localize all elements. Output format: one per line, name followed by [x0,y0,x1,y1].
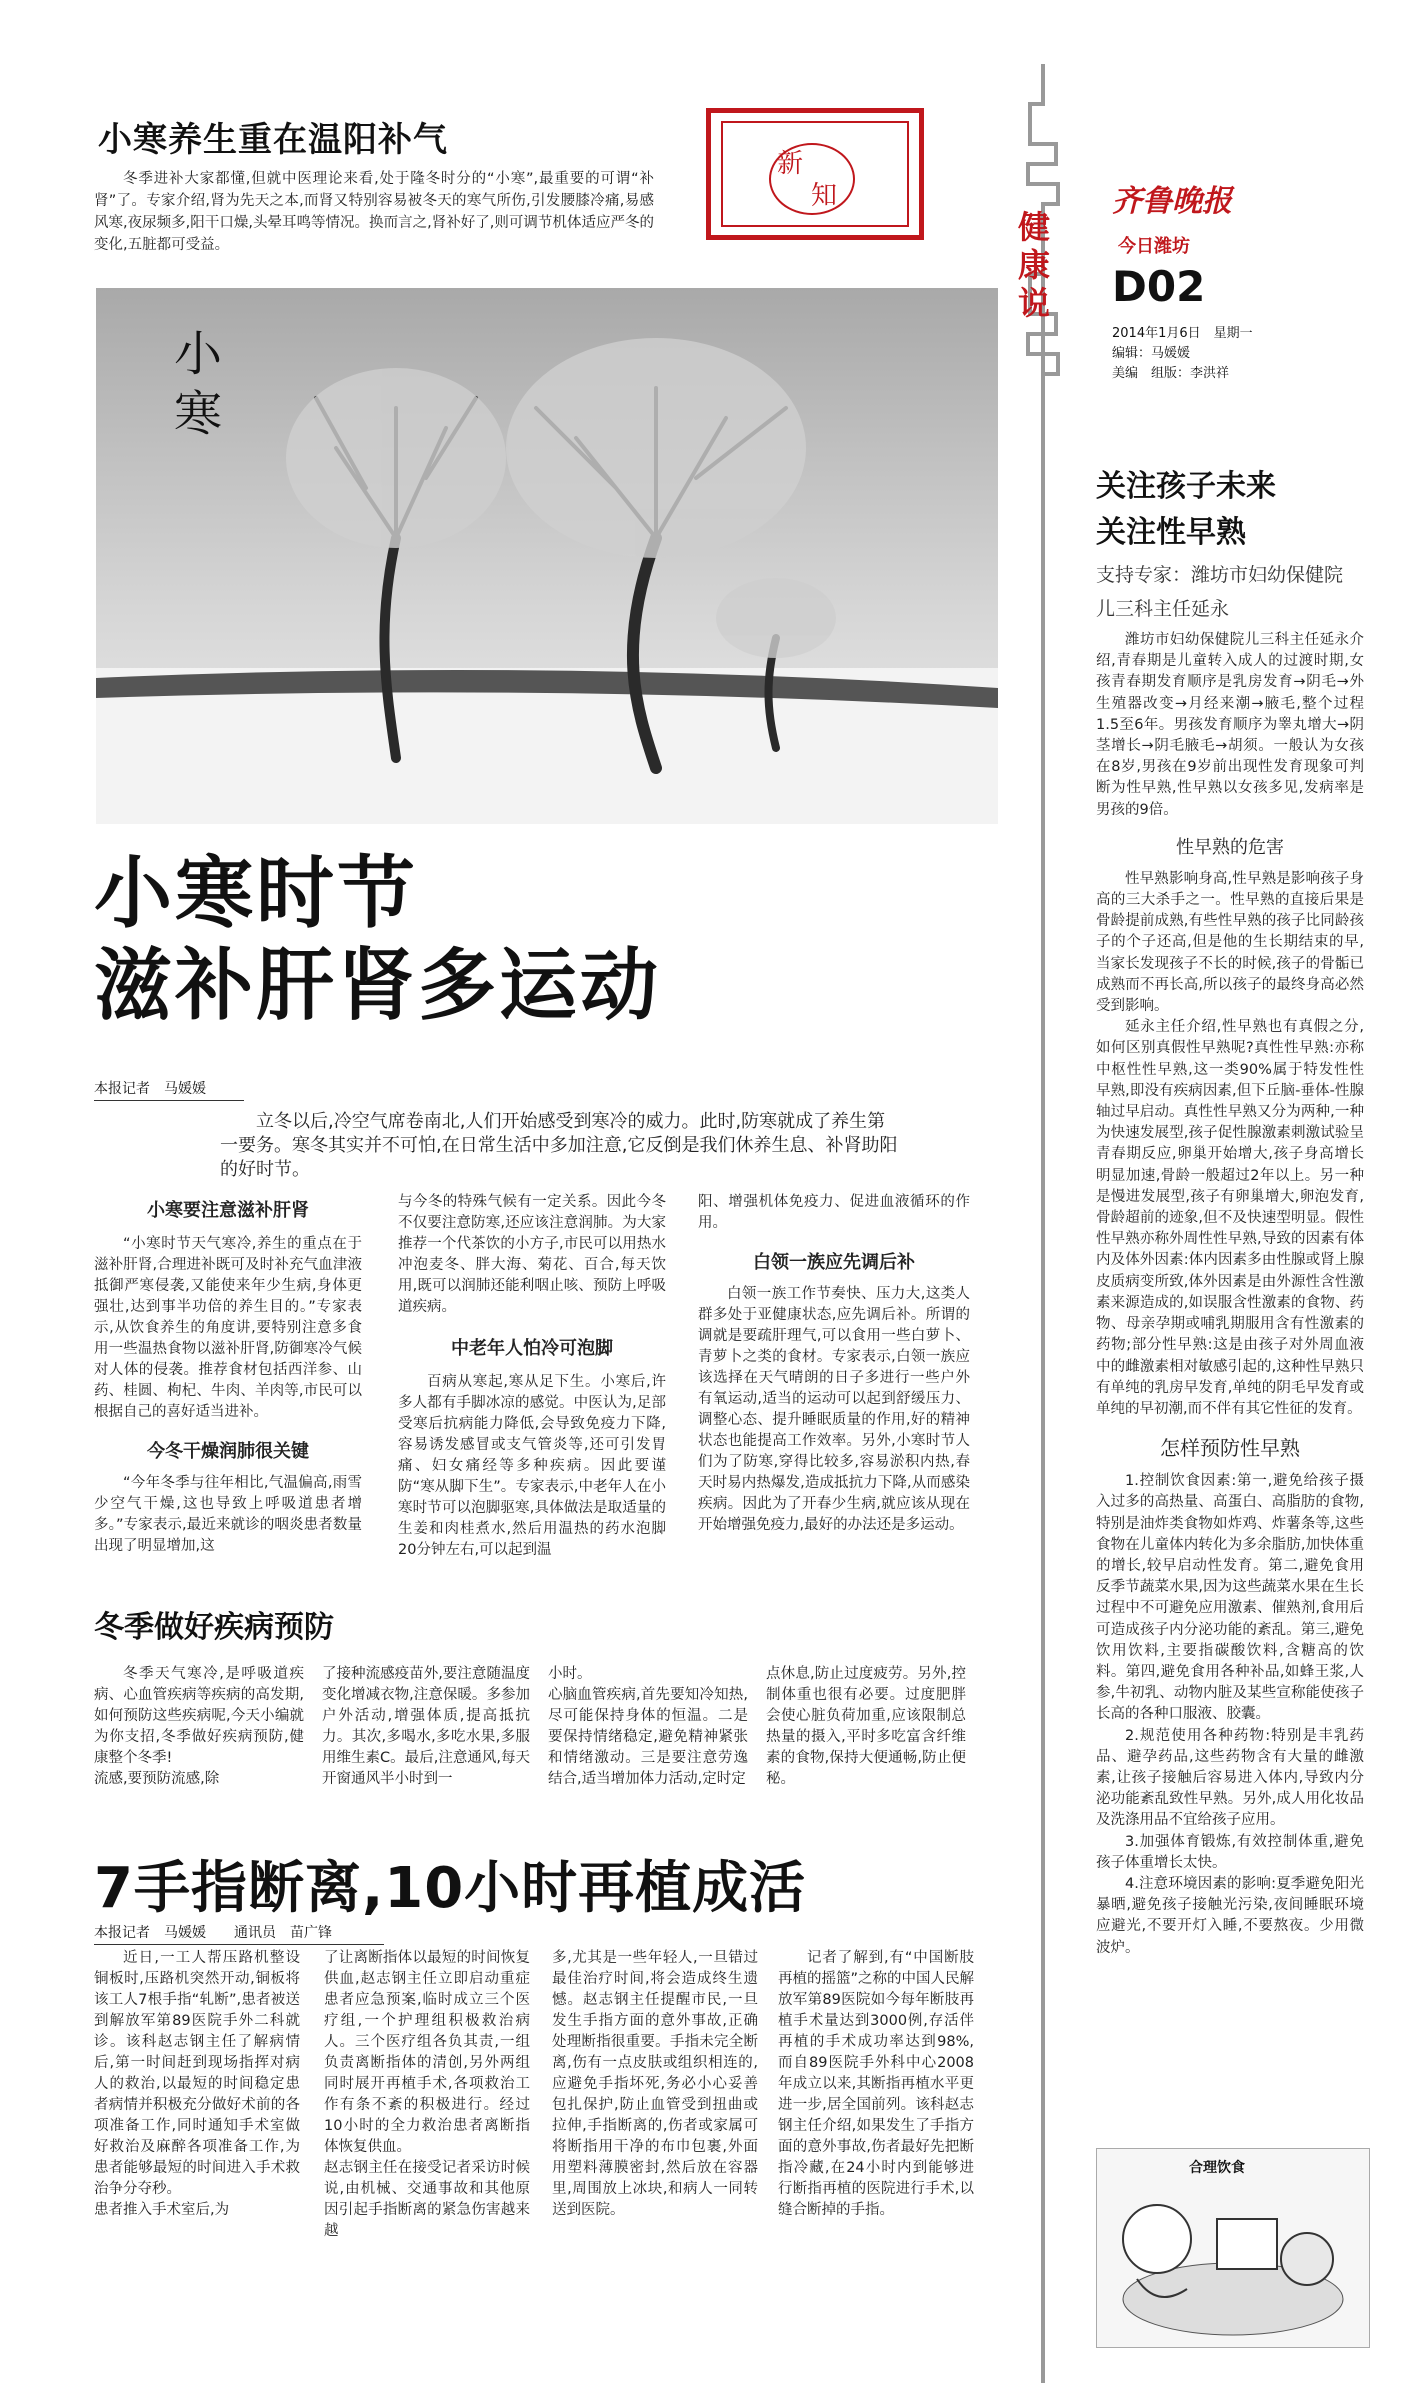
finger-replant-headline: 7手指断离,10小时再植成活 [94,1856,807,1921]
xinzhi-stamp [706,108,924,240]
paper-logo: 齐鲁晚报 [1112,184,1232,219]
subhead-liver-kidney: 小寒要注意滋补肝肾 [147,1200,309,1221]
paragraph: 性早熟影响身高,性早熟是影响孩子身高的三大杀手之一。性早熟的直接后果是骨龄提前成熟,有些性早熟的孩子比同龄孩子的个子还高,但是他的生长期结束的早,当家长发现孩子不长的时候,孩子的骨骺已成熟而不再长高,所以孩子的最终身高必然受到影响。 [1096,870,1364,1015]
paragraph: 冬季天气寒冷,是呼吸道疾病、心血管疾病等疾病的高发期,如何预防这些疾病呢,今天小编就为你支招,冬季做好疾病预防,健康整个冬季! 流感,要预防流感,除 [94,1666,304,1787]
top-headline: 小寒养生重在温阳补气 [98,120,448,160]
expert-credit: 支持专家：潍坊市妇幼保健院 儿三科主任延永 [1096,564,1344,620]
paragraph: 1.控制饮食因素:第一,避免给孩子摄入过多的高热量、高蛋白、高脂肪的食物,特别是油炸类食物如炸鸡、炸薯条等,这些食物在儿童体内转化为多余脂肪,加快体重的增长,较早启动性发育。第二,避免食用反季节蔬菜水果,因为这些蔬菜水果在生长过程中不可避免应用激素、催熟剂,食用后可造成孩子内分泌功能的紊乱。第三,避免饮用饮料,主要指碳酸饮料,含糖高的饮料。第四,避免食用各种补品,如蜂王浆,人参,牛初乳、动物内脏及某些宣称能使孩子长高的各种口服液、胶囊。 [1096,1473,1364,1723]
paragraph: “小寒时节天气寒冷,养生的重点在于滋补肝肾,合理进补既可及时补充气血津液抵御严寒侵袭,又能使来年少生病,身体更强壮,达到事半功倍的养生目的。”专家表示,从饮食养生的角度讲,要特别注意多食用一些温热食物以滋补肝肾,防御寒冷气候对人体的侵袭。推荐食材包括西洋参、山药、桂圆、枸杞、牛肉、羊肉等,市民可以根据自己的喜好适当进补。 [94,1236,362,1420]
paragraph: 了接种流感疫苗外,要注意随温度变化增减衣物,注意保暖。多参加户外活动,增强体质,提高抵抗力。其次,多喝水,多吃水果,多服用维生素C。最后,注意通风,每天开窗通风半小时到一 [322,1666,530,1787]
winter-trees-photo [96,288,998,824]
paragraph: 百病从寒起,寒从足下生。小寒后,许多人都有手脚冰凉的感觉。中医认为,足部受寒后抗病能力降低,会导致免疫力下降,容易诱发感冒或支气管炎等,还可引发胃痛、妇女痛经等多种疾病。因此要谨防“寒从脚下生”。专家表示,中老年人在小寒时节可以泡脚驱寒,具体做法是取适量的生姜和肉桂煮水,然后用温热的药水泡脚20分钟左右,可以起到温 [398,1374,666,1558]
paragraph: 潍坊市妇幼保健院儿三科主任延永介绍,青春期是儿童转入成人的过渡时期,女孩青春期发育顺序是乳房发育→阴毛→外生殖器改变→月经来潮→腋毛,整个过程1.5至6年。男孩发育顺序为睾丸增大→阴茎增长→阴毛腋毛→胡须。一般认为女孩在8岁,男孩在9岁前出现性发育现象可判断为性早熟,性早熟以女孩多见,发病率是男孩的9倍。 [1096,632,1364,818]
paragraph: 4.注意环境因素的影响:夏季避免阳光暴晒,避免孩子接触光污染,夜间睡眠环境应避光,不要开灯入睡,不要熬夜。少用微波炉。 [1096,1875,1364,1956]
stamp-char-2: 知 [811,181,838,211]
main-headline: 小寒时节 滋补肝肾多运动 [94,849,662,1031]
byline: 本报记者 马媛媛 [94,1078,244,1101]
subhead-lung: 今冬干燥润肺很关键 [147,1441,309,1462]
top-intro-text: 冬季进补大家都懂,但就中医理论来看,处于隆冬时分的“小寒”,最重要的可谓“补肾”了。专家介绍,肾为先天之本,而肾又特别容易被冬天的寒气所伤,引发腰膝冷痛,易感风寒,夜尿频多,阳干口燥,头晕耳鸣等情况。换而言之,肾补好了,则可调节机体适应严冬的变化,五脏都可受益。 [94,171,654,253]
paragraph: 与今冬的特殊气候有一定关系。因此今冬不仅要注意防寒,还应该注意润肺。为大家推荐一个代茶饮的小方子,市民可以用热水冲泡麦冬、胖大海、菊花、百合,每天饮用,既可以润肺还能利咽止咳、预防上呼吸道疾病。 [398,1194,666,1315]
winter-disease-headline: 冬季做好疾病预防 [94,1610,334,1645]
subhead-white-collar: 白领一族应先调后补 [753,1252,915,1273]
subhead-prevention: 怎样预防性早熟 [1160,1436,1300,1461]
subhead-harm: 性早熟的危害 [1176,836,1284,858]
edition-name: 今日潍坊 [1118,236,1190,257]
paragraph: 多,尤其是一些年轻人,一旦错过最佳治疗时间,将会造成终生遗憾。赵志钢主任提醒市民,一旦发生手指方面的意外事故,正确处理断指很重要。手指未完全断离,伤有一点皮肤或组织相连的,应避免手指坏死,务必小心妥善包扎保护,防止血管受到扭曲或拉伸,手指断离的,伤者或家属可将断指用干净的布巾包裹,外面用塑料薄膜密封,然后放在容器里,周围放上冰块,和病人一同转送到医院。 [552,1950,758,2218]
paragraph: 延永主任介绍,性早熟也有真假之分,如何区别真假性早熟呢?真性性早熟:亦称中枢性性早熟,这一类90%属于特发性性早熟,即没有疾病因素,但下丘脑-垂体-性腺轴过早启动。真性性早熟又分为两种,一种为快速发展型,孩子促性腺激素刺激试验呈青春期反应,卵巢开始增大,孩子身高增长明显加速,骨龄一般超过2年以上。另一种是慢进发展型,孩子有卵巢增大,卵泡发育,骨龄超前的迹象,但不及快速型明显。假性性早熟亦称外周性性早熟,导致的因素有体内及体外因素:体内因素多由性腺或肾上腺皮质病变所致,体外因素是由外源性含性激素来源造成的,如误服含性激素的食物、药物、母亲孕期或哺乳期服用含有性激素的药物;部分性早熟:这是由孩子对外周血液中的雌激素相对敏感引起的,这种性早熟只有单纯的乳房早发育,单纯的阴毛早发育或单纯的早初潮,而不伴有其它性征的发育。 [1096,1019,1364,1417]
stamp-char-1: 新 [777,149,804,179]
section-label: 健 康 说 [1018,208,1051,322]
cartoon-label: 合理饮食 [1189,2160,1245,2176]
paragraph: 白领一族工作节奏快、压力大,这类人群多处于亚健康状态,应先调后补。所谓的调就是要疏肝理气,可以食用一些白萝卜、青萝卜之类的食材。专家表示,白领一族应该选择在天气晴朗的日子多进行一些户外有氧运动,适当的运动可以起到舒缓压力、调整心态、提升睡眠质量的作用,好的精神状态也能提高工作效率。另外,小寒时节人们为了防寒,穿得比较多,容易淤积内热,春天时易内热爆发,造成抵抗力下降,从而感染疾病。因此为了开春少生病,就应该从现在开始增强免疫力,最好的办法还是多运动。 [698,1286,970,1533]
decorative-divider [1018,64,1068,2383]
paragraph: 点休息,防止过度疲劳。另外,控制体重也很有必要。过度肥胖会使心脏负荷加重,应该限制总热量的摄入,平时多吃富含纤维素的食物,保持大便通畅,防止便秘。 [766,1666,966,1787]
subhead-foot-bath: 中老年人怕冷可泡脚 [451,1338,613,1359]
issue-date: 2014年1月6日 星期一 [1112,326,1253,341]
puberty-headline: 关注孩子未来 关注性早熟 [1096,469,1276,550]
paragraph: 了让离断指体以最短的时间恢复供血,赵志钢主任立即启动重症患者应急预案,临时成立三个医疗组,一个护理组积极救治病人。三个医疗组各负其责,一组负责离断指体的清创,另外两组同时展开再植手术,各项救治工作有条不紊的积极进行。经过10小时的全力救治患者离断指体恢复供血。 赵志钢主任在接受记者采访时候说,由机械、交通事故和其他原因引起手指断离的紧急伤害越来越 [324,1950,530,2239]
paragraph: 阳、增强机体免疫力、促进血液循环的作用。 [698,1194,970,1231]
paragraph: 2.规范使用各种药物:特别是丰乳药品、避孕药品,这些药物含有大量的雌激素,让孩子接触后容易进入体内,导致内分泌功能紊乱致性早熟。另外,成人用化妆品及洗涤用品不宜给孩子应用。 [1096,1727,1364,1829]
healthy-diet-cartoon [1096,2148,1370,2348]
page-number: D02 [1112,262,1206,311]
editor-credit: 编辑：马媛媛 [1112,346,1191,361]
paragraph: 小时。 心脑血管疾病,首先要知冷知热,尽可能保持身体的恒温。二是要保持情绪稳定,避免精神紧张和情绪激动。三是要注意劳逸结合,适当增加体力活动,定时定 [548,1666,748,1787]
paragraph: 近日,一工人帮压路机整设铜板时,压路机突然开动,铜板将该工人7根手指“轧断”,患者被送到解放军第89医院手外二科就诊。该科赵志钢主任了解病情后,第一时间赶到现场指挥对病人的救治,以最短的时间稳定患者病情并积极充分做好术前的各项准备工作,同时通知手术室做好救治及麻醉各项准备工作,为患者能够最短的时间进入手术救治争分夺秒。 患者推入手术室后,为 [94,1950,300,2218]
lead-paragraph: 立冬以后,冷空气席卷南北,人们开始感受到寒冷的威力。此时,防寒就成了养生第一要务。寒冬其实并不可怕,在日常生活中多加注意,它反倒是我们休养生息、补肾助阳的好时节。 [220,1111,898,1180]
photo-caption: 小 寒 [174,326,223,442]
paragraph: 记者了解到,有“中国断肢再植的摇篮”之称的中国人民解放军第89医院如今每年断肢再植手术量达到3000例,存活伴再植的手术成功率达到98%,而自89医院手外科中心2008年成立以来,其断指再植水平更进一步,居全国前列。该科赵志钢主任介绍,如果发生了手指方面的意外事故,伤者最好先把断指冷藏,在24小时内到能够进行断指再植的医院进行手术,以缝合断掉的手指。 [778,1950,975,2218]
paragraph: 3.加强体育锻炼,有效控制体重,避免孩子体重增长太快。 [1096,1833,1364,1871]
byline: 本报记者 马媛媛 通讯员 苗广锋 [94,1922,384,1945]
paragraph: “今年冬季与往年相比,气温偏高,雨雪少空气干燥,这也导致上呼吸道患者增多。”专家表示,最近来就诊的咽炎患者数量出现了明显增加,这 [94,1475,362,1554]
art-credit: 美编 组版：李洪祥 [1112,366,1230,381]
